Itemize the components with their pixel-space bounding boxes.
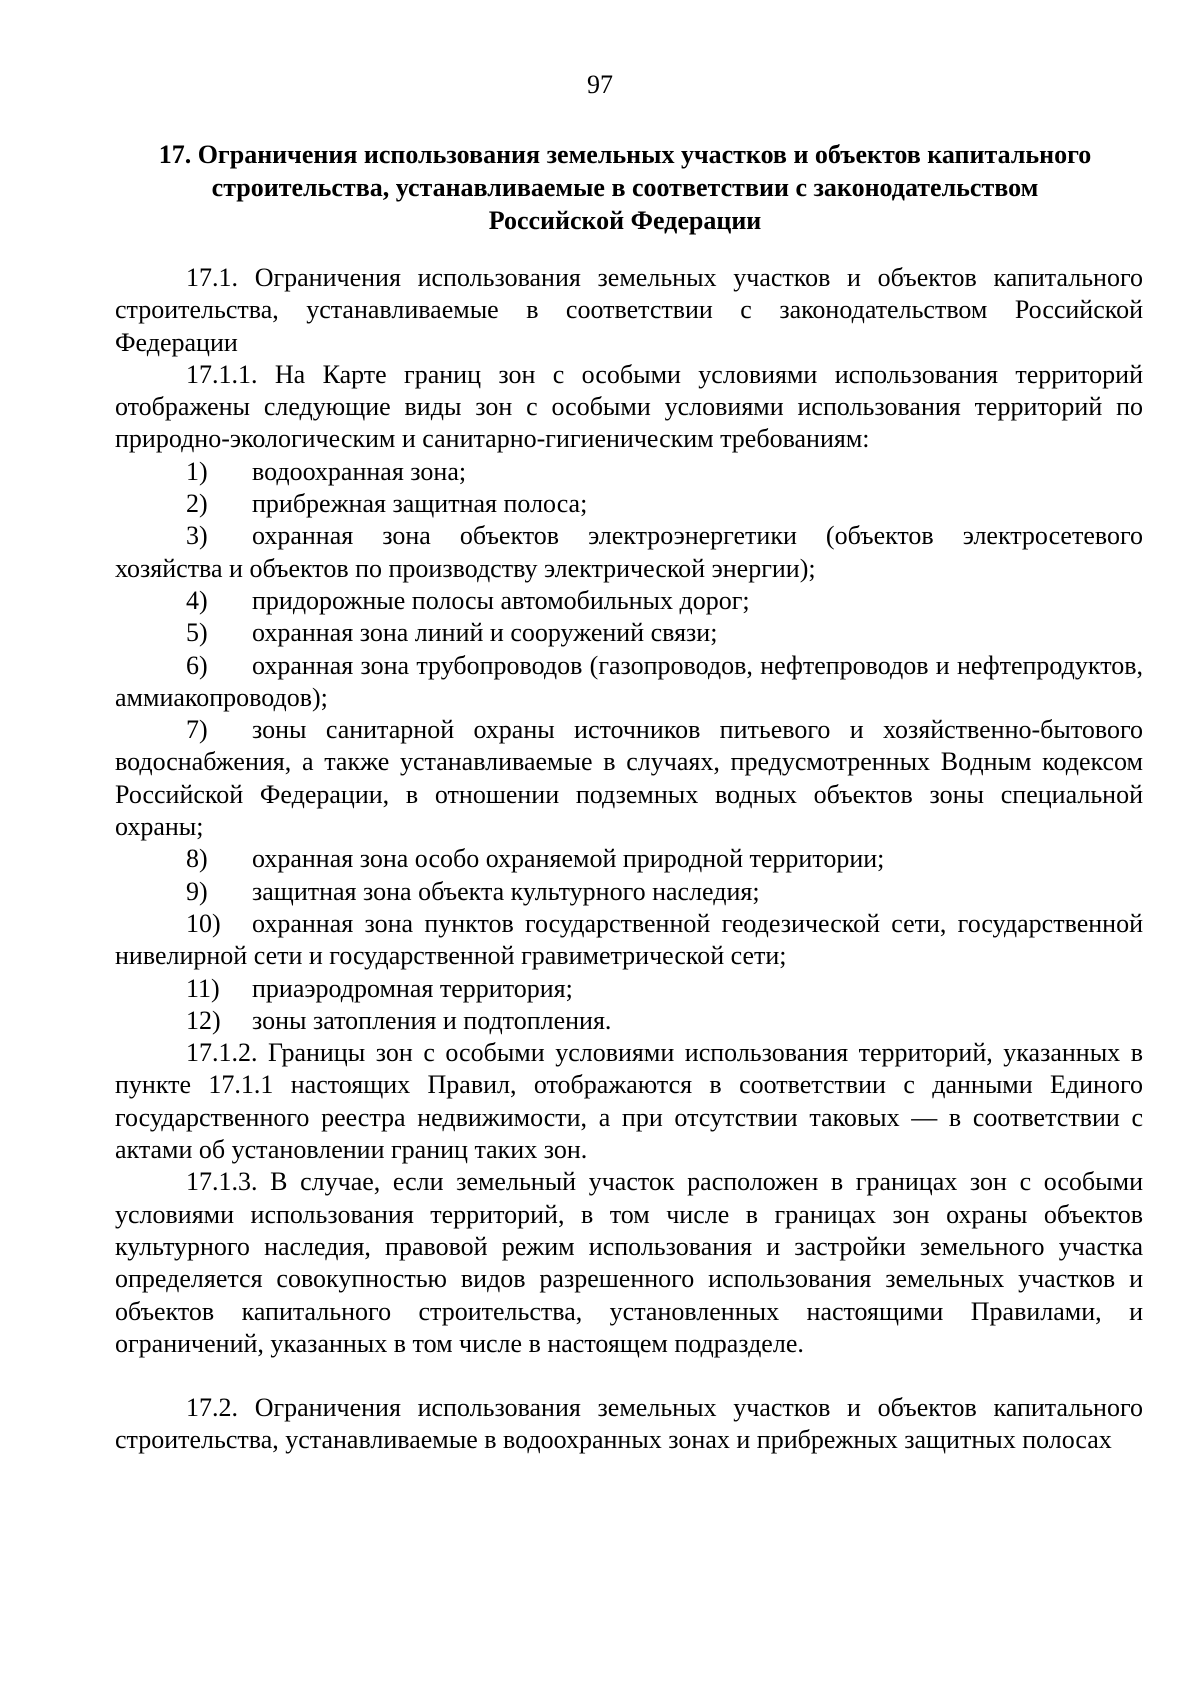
list-item-number: 4) [186, 585, 208, 615]
list-item-number: 6) [186, 650, 208, 680]
list-item-text: придорожные полосы автомобильных дорог; [252, 585, 750, 615]
list-item [115, 973, 1143, 1005]
list-item-number: 1) [186, 456, 208, 486]
list-item-number: 11) [186, 973, 220, 1003]
list-item-text: охранная зона линий и сооружений связи; [252, 618, 718, 648]
paragraph-17-1-2: 17.1.2. Границы зон с особыми условиями использования территорий, указанных в пункте 17.1.1 настоящих Правил, отображаются в соответствии с данными Единого государственного реестра недвижимости, а при отсутствии таковых — в соответствии с актами об установлении границ таких зон. [115, 1038, 1143, 1165]
heading-line: Российской Федерации [488, 206, 762, 235]
list-item-text: охранная зона особо охраняемой природной территории; [252, 844, 885, 874]
list-item [115, 456, 1143, 488]
list-item [115, 488, 1143, 520]
list-item [115, 650, 1143, 715]
heading-line: строительства, устанавливаемые в соответствии с законодательством [211, 173, 1039, 202]
list-item [115, 908, 1143, 973]
list-item-text: охранная зона пунктов государственной геодезической сети, государственной нивелирной сети и государственной гравиметрической сети; [115, 908, 1143, 971]
list-item-text: защитная зона объекта культурного наследия; [252, 876, 760, 906]
zone-list [115, 456, 1143, 1037]
paragraph-17-1-3: 17.1.3. В случае, если земельный участок расположен в границах зон с особыми условиями использования территорий, в том числе в границах зон охраны объектов культурного наследия, правовой режим использования и застройки земельного участка определяется совокупностью видов разрешенного использования земельных участков и объектов капитального строительства, установленных настоящими Правилами, и ограничений, указанных в том числе в настоящем подразделе. [115, 1167, 1143, 1358]
list-item-text: прибрежная защитная полоса; [252, 489, 588, 519]
list-item-text: зоны санитарной охраны источников питьевого и хозяйственно-бытового водоснабжения, а также устанавливаемые в случаях, предусмотренных Водным кодексом Российской Федерации, в отношении подземных водных объектов зоны специальной охраны; [115, 715, 1143, 842]
heading-line: 17. Ограничения использования земельных участков и объектов капитального [158, 140, 1092, 169]
list-item [115, 585, 1143, 617]
list-item-number: 9) [186, 876, 208, 906]
list-item [115, 843, 1143, 875]
document-body [115, 262, 1143, 1457]
section-heading [110, 138, 1140, 237]
list-item-text: зоны затопления и подтопления. [252, 1005, 612, 1035]
paragraph-17-1-1: 17.1.1. На Карте границ зон с особыми условиями использования территорий отображены следующие виды зон с особыми условиями использования территорий по природно-экологическим и санитарно-гигиеническим требованиям: [115, 359, 1143, 454]
list-item-number: 8) [186, 844, 208, 874]
list-item [115, 1005, 1143, 1037]
list-item-number: 7) [186, 715, 208, 745]
list-item-number: 2) [186, 489, 208, 519]
subsection-title-17-2: 17.2. Ограничения использования земельных участков и объектов капитального строительства, устанавливаемые в водоохранных зонах и прибрежных защитных полосах [115, 1393, 1143, 1455]
list-item [115, 520, 1143, 585]
list-item-text: охранная зона трубопроводов (газопроводов, нефтепроводов и нефтепродуктов, аммиакопроводов); [115, 650, 1143, 712]
subsection-title-17-1: 17.1. Ограничения использования земельных участков и объектов капитального строительства, устанавливаемые в соответствии с законодательством Российской Федерации [115, 263, 1143, 357]
list-item-number: 12) [186, 1005, 221, 1035]
list-item [115, 617, 1143, 649]
list-item [115, 714, 1143, 843]
list-item [115, 876, 1143, 908]
list-item-number: 10) [186, 908, 221, 938]
list-item-text: приаэродромная территория; [252, 973, 573, 1003]
list-item-number: 3) [186, 521, 208, 551]
list-item-text: охранная зона объектов электроэнергетики (объектов электросетевого хозяйства и объектов по производству электрической энергии); [115, 521, 1143, 583]
list-item-number: 5) [186, 618, 208, 648]
blank-line [115, 1360, 1143, 1392]
page-number: 97 [587, 70, 613, 99]
list-item-text: водоохранная зона; [252, 456, 467, 486]
